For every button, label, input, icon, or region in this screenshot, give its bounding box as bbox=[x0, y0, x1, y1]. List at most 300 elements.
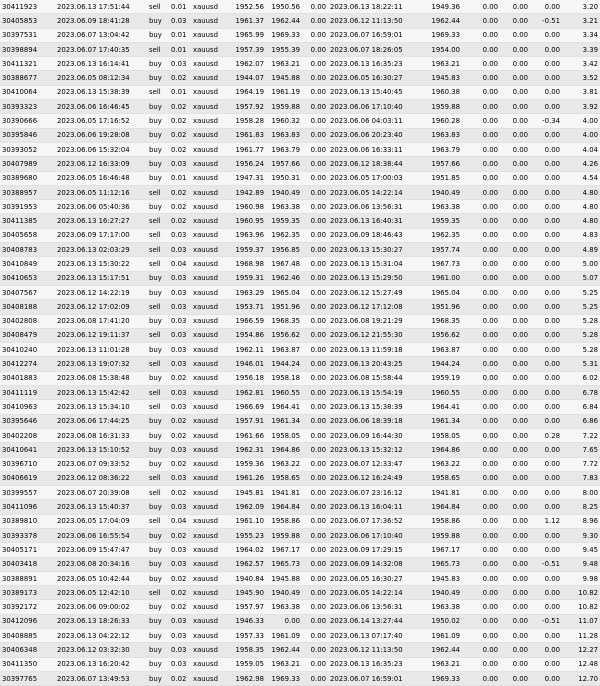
cell-open-price: 1959.05 bbox=[231, 657, 266, 671]
cell-close-time: 2023.06.13 07:17:40 bbox=[328, 629, 420, 643]
table-row bbox=[0, 243, 600, 257]
cell-taxes: 0.00 bbox=[500, 514, 530, 528]
cell-close-time: 2023.06.13 15:38:39 bbox=[328, 400, 420, 414]
cell-swap: 0.00 bbox=[530, 57, 562, 71]
cell-commission: 0.00 bbox=[462, 471, 500, 485]
table-row bbox=[0, 28, 600, 42]
cell-symbol: xauusd bbox=[191, 85, 231, 99]
cell-take-profit: 0.00 bbox=[302, 228, 328, 242]
cell-stop-loss: 1965.73 bbox=[266, 557, 302, 571]
cell-commission: 0.00 bbox=[462, 386, 500, 400]
cell-taxes: 0.00 bbox=[500, 128, 530, 142]
cell-close-time: 2023.06.06 04:03:11 bbox=[328, 114, 420, 128]
cell-ticket: 30412274 bbox=[0, 357, 55, 371]
cell-profit: 6.02 bbox=[562, 371, 600, 385]
table-row bbox=[0, 171, 600, 185]
cell-open-time: 2023.06.13 04:22:12 bbox=[55, 629, 147, 643]
cell-stop-loss: 1964.86 bbox=[266, 443, 302, 457]
cell-symbol: xauusd bbox=[191, 171, 231, 185]
cell-take-profit: 0.00 bbox=[302, 100, 328, 114]
cell-swap: 0.00 bbox=[530, 42, 562, 56]
cell-ticket: 30408479 bbox=[0, 328, 55, 342]
cell-commission: 0.00 bbox=[462, 157, 500, 171]
table-row bbox=[0, 643, 600, 657]
table-row bbox=[0, 586, 600, 600]
cell-stop-loss: 1957.66 bbox=[266, 157, 302, 171]
cell-ticket: 30407989 bbox=[0, 157, 55, 171]
cell-taxes: 0.00 bbox=[500, 0, 530, 14]
cell-close-time: 2023.06.06 17:10:40 bbox=[328, 528, 420, 542]
table-row bbox=[0, 128, 600, 142]
cell-close-time: 2023.06.07 23:16:12 bbox=[328, 486, 420, 500]
cell-volume: 0.03 bbox=[169, 357, 191, 371]
cell-stop-loss: 1963.38 bbox=[266, 200, 302, 214]
cell-commission: 0.00 bbox=[462, 71, 500, 85]
cell-close-time: 2023.06.05 14:22:14 bbox=[328, 185, 420, 199]
cell-open-price: 1961.66 bbox=[231, 428, 266, 442]
cell-open-price: 1952.56 bbox=[231, 0, 266, 14]
cell-taxes: 0.00 bbox=[500, 85, 530, 99]
cell-swap: 0.00 bbox=[530, 243, 562, 257]
cell-profit: 8.25 bbox=[562, 500, 600, 514]
cell-close-time: 2023.06.13 16:35:23 bbox=[328, 657, 420, 671]
cell-close-time: 2023.06.07 18:26:05 bbox=[328, 42, 420, 56]
cell-open-price: 1964.02 bbox=[231, 543, 266, 557]
cell-symbol: xauusd bbox=[191, 571, 231, 585]
table-row bbox=[0, 228, 600, 242]
cell-commission: 0.00 bbox=[462, 285, 500, 299]
cell-ticket: 30397531 bbox=[0, 28, 55, 42]
cell-swap: -0.51 bbox=[530, 14, 562, 28]
cell-close-time: 2023.06.13 11:59:18 bbox=[328, 343, 420, 357]
cell-profit: 12.70 bbox=[562, 671, 600, 685]
cell-type: sell bbox=[147, 243, 169, 257]
cell-commission: 0.00 bbox=[462, 571, 500, 585]
cell-commission: 0.00 bbox=[462, 643, 500, 657]
cell-close-time: 2023.06.09 14:32:08 bbox=[328, 557, 420, 571]
cell-stop-loss: 1958.65 bbox=[266, 471, 302, 485]
cell-stop-loss: 1963.38 bbox=[266, 600, 302, 614]
cell-symbol: xauusd bbox=[191, 285, 231, 299]
table-row bbox=[0, 142, 600, 156]
cell-volume: 0.03 bbox=[169, 386, 191, 400]
cell-taxes: 0.00 bbox=[500, 443, 530, 457]
cell-type: buy bbox=[147, 200, 169, 214]
cell-taxes: 0.00 bbox=[500, 214, 530, 228]
cell-type: sell bbox=[147, 486, 169, 500]
cell-taxes: 0.00 bbox=[500, 285, 530, 299]
cell-symbol: xauusd bbox=[191, 471, 231, 485]
cell-taxes: 0.00 bbox=[500, 114, 530, 128]
cell-open-time: 2023.06.13 15:40:37 bbox=[55, 500, 147, 514]
cell-take-profit: 0.00 bbox=[302, 257, 328, 271]
cell-open-time: 2023.06.08 16:31:33 bbox=[55, 428, 147, 442]
cell-ticket: 30395646 bbox=[0, 414, 55, 428]
cell-type: sell bbox=[147, 300, 169, 314]
cell-open-price: 1962.57 bbox=[231, 557, 266, 571]
cell-ticket: 30411385 bbox=[0, 214, 55, 228]
cell-take-profit: 0.00 bbox=[302, 157, 328, 171]
cell-volume: 0.03 bbox=[169, 614, 191, 628]
cell-take-profit: 0.00 bbox=[302, 314, 328, 328]
cell-open-price: 1961.10 bbox=[231, 514, 266, 528]
cell-profit: 5.07 bbox=[562, 271, 600, 285]
cell-ticket: 30411096 bbox=[0, 500, 55, 514]
cell-close-price: 1965.04 bbox=[420, 285, 462, 299]
cell-close-price: 1969.33 bbox=[420, 671, 462, 685]
cell-profit: 4.89 bbox=[562, 243, 600, 257]
cell-symbol: xauusd bbox=[191, 57, 231, 71]
cell-taxes: 0.00 bbox=[500, 457, 530, 471]
cell-volume: 0.03 bbox=[169, 228, 191, 242]
cell-take-profit: 0.00 bbox=[302, 214, 328, 228]
cell-symbol: xauusd bbox=[191, 314, 231, 328]
cell-profit: 3.81 bbox=[562, 85, 600, 99]
cell-close-price: 1960.38 bbox=[420, 85, 462, 99]
cell-commission: 0.00 bbox=[462, 514, 500, 528]
cell-commission: 0.00 bbox=[462, 614, 500, 628]
cell-take-profit: 0.00 bbox=[302, 142, 328, 156]
cell-symbol: xauusd bbox=[191, 328, 231, 342]
cell-close-time: 2023.06.09 17:29:15 bbox=[328, 543, 420, 557]
cell-stop-loss: 1958.86 bbox=[266, 514, 302, 528]
cell-type: buy bbox=[147, 600, 169, 614]
table-row bbox=[0, 14, 600, 28]
cell-profit: 12.48 bbox=[562, 657, 600, 671]
table-row bbox=[0, 200, 600, 214]
cell-open-price: 1961.26 bbox=[231, 471, 266, 485]
cell-open-time: 2023.06.08 20:34:16 bbox=[55, 557, 147, 571]
cell-commission: 0.00 bbox=[462, 185, 500, 199]
cell-taxes: 0.00 bbox=[500, 543, 530, 557]
cell-symbol: xauusd bbox=[191, 629, 231, 643]
cell-taxes: 0.00 bbox=[500, 271, 530, 285]
cell-type: sell bbox=[147, 357, 169, 371]
cell-profit: 4.80 bbox=[562, 185, 600, 199]
cell-open-time: 2023.06.13 16:14:41 bbox=[55, 57, 147, 71]
cell-open-time: 2023.06.13 19:07:32 bbox=[55, 357, 147, 371]
cell-close-price: 1963.87 bbox=[420, 343, 462, 357]
cell-open-price: 1962.07 bbox=[231, 57, 266, 71]
cell-ticket: 30410240 bbox=[0, 343, 55, 357]
cell-open-price: 1961.83 bbox=[231, 128, 266, 142]
cell-close-price: 1957.74 bbox=[420, 243, 462, 257]
cell-stop-loss: 1960.32 bbox=[266, 114, 302, 128]
cell-taxes: 0.00 bbox=[500, 571, 530, 585]
cell-stop-loss: 1941.81 bbox=[266, 486, 302, 500]
cell-stop-loss: 1944.24 bbox=[266, 357, 302, 371]
cell-profit: 3.20 bbox=[562, 0, 600, 14]
cell-close-price: 1961.34 bbox=[420, 414, 462, 428]
cell-type: buy bbox=[147, 643, 169, 657]
cell-close-price: 1958.65 bbox=[420, 471, 462, 485]
cell-stop-loss: 1964.84 bbox=[266, 500, 302, 514]
cell-open-time: 2023.06.06 16:46:45 bbox=[55, 100, 147, 114]
cell-take-profit: 0.00 bbox=[302, 671, 328, 685]
cell-commission: 0.00 bbox=[462, 85, 500, 99]
cell-ticket: 30407567 bbox=[0, 285, 55, 299]
cell-open-time: 2023.06.06 16:55:54 bbox=[55, 528, 147, 542]
cell-take-profit: 0.00 bbox=[302, 200, 328, 214]
cell-take-profit: 0.00 bbox=[302, 128, 328, 142]
cell-taxes: 0.00 bbox=[500, 400, 530, 414]
cell-commission: 0.00 bbox=[462, 343, 500, 357]
cell-taxes: 0.00 bbox=[500, 228, 530, 242]
cell-commission: 0.00 bbox=[462, 28, 500, 42]
cell-commission: 0.00 bbox=[462, 414, 500, 428]
cell-symbol: xauusd bbox=[191, 500, 231, 514]
cell-taxes: 0.00 bbox=[500, 629, 530, 643]
cell-take-profit: 0.00 bbox=[302, 514, 328, 528]
cell-swap: 0.00 bbox=[530, 328, 562, 342]
cell-stop-loss: 1958.18 bbox=[266, 371, 302, 385]
cell-volume: 0.02 bbox=[169, 71, 191, 85]
cell-open-time: 2023.06.13 15:10:52 bbox=[55, 443, 147, 457]
cell-close-price: 1941.81 bbox=[420, 486, 462, 500]
cell-open-price: 1958.35 bbox=[231, 643, 266, 657]
cell-take-profit: 0.00 bbox=[302, 328, 328, 342]
cell-ticket: 30388891 bbox=[0, 571, 55, 585]
cell-stop-loss: 0.00 bbox=[266, 614, 302, 628]
table-row bbox=[0, 300, 600, 314]
cell-swap: 0.00 bbox=[530, 100, 562, 114]
cell-take-profit: 0.00 bbox=[302, 28, 328, 42]
cell-open-price: 1959.37 bbox=[231, 243, 266, 257]
cell-commission: 0.00 bbox=[462, 314, 500, 328]
cell-symbol: xauusd bbox=[191, 614, 231, 628]
cell-open-price: 1959.31 bbox=[231, 271, 266, 285]
cell-profit: 8.00 bbox=[562, 486, 600, 500]
cell-open-time: 2023.06.13 15:42:42 bbox=[55, 386, 147, 400]
cell-profit: 3.92 bbox=[562, 100, 600, 114]
cell-swap: 0.28 bbox=[530, 428, 562, 442]
cell-ticket: 30408783 bbox=[0, 243, 55, 257]
cell-commission: 0.00 bbox=[462, 100, 500, 114]
cell-type: buy bbox=[147, 314, 169, 328]
cell-close-time: 2023.06.12 11:13:50 bbox=[328, 14, 420, 28]
cell-ticket: 30397765 bbox=[0, 671, 55, 685]
cell-close-time: 2023.06.07 12:33:47 bbox=[328, 457, 420, 471]
cell-ticket: 30402808 bbox=[0, 314, 55, 328]
cell-stop-loss: 1962.44 bbox=[266, 643, 302, 657]
cell-profit: 8.96 bbox=[562, 514, 600, 528]
cell-symbol: xauusd bbox=[191, 586, 231, 600]
cell-ticket: 30388957 bbox=[0, 185, 55, 199]
cell-symbol: xauusd bbox=[191, 657, 231, 671]
cell-close-time: 2023.06.13 15:54:19 bbox=[328, 386, 420, 400]
cell-type: buy bbox=[147, 428, 169, 442]
cell-profit: 7.83 bbox=[562, 471, 600, 485]
cell-swap: 1.12 bbox=[530, 514, 562, 528]
cell-close-price: 1961.09 bbox=[420, 629, 462, 643]
cell-swap: 0.00 bbox=[530, 386, 562, 400]
cell-swap: -0.51 bbox=[530, 557, 562, 571]
cell-open-price: 1945.90 bbox=[231, 586, 266, 600]
cell-profit: 5.28 bbox=[562, 314, 600, 328]
cell-swap: 0.00 bbox=[530, 500, 562, 514]
table-row bbox=[0, 457, 600, 471]
cell-ticket: 30393378 bbox=[0, 528, 55, 542]
cell-take-profit: 0.00 bbox=[302, 600, 328, 614]
cell-type: buy bbox=[147, 171, 169, 185]
cell-type: sell bbox=[147, 214, 169, 228]
cell-taxes: 0.00 bbox=[500, 614, 530, 628]
cell-volume: 0.03 bbox=[169, 400, 191, 414]
cell-commission: 0.00 bbox=[462, 243, 500, 257]
cell-open-price: 1954.86 bbox=[231, 328, 266, 342]
cell-profit: 9.45 bbox=[562, 543, 600, 557]
table-row bbox=[0, 343, 600, 357]
cell-take-profit: 0.00 bbox=[302, 243, 328, 257]
cell-open-time: 2023.06.06 09:00:02 bbox=[55, 600, 147, 614]
cell-swap: 0.00 bbox=[530, 371, 562, 385]
cell-type: buy bbox=[147, 343, 169, 357]
cell-volume: 0.02 bbox=[169, 414, 191, 428]
cell-taxes: 0.00 bbox=[500, 314, 530, 328]
cell-symbol: xauusd bbox=[191, 386, 231, 400]
cell-profit: 7.65 bbox=[562, 443, 600, 457]
cell-type: sell bbox=[147, 328, 169, 342]
cell-stop-loss: 1940.49 bbox=[266, 185, 302, 199]
cell-taxes: 0.00 bbox=[500, 328, 530, 342]
table-row bbox=[0, 157, 600, 171]
cell-taxes: 0.00 bbox=[500, 14, 530, 28]
cell-profit: 3.39 bbox=[562, 42, 600, 56]
cell-close-price: 1964.86 bbox=[420, 443, 462, 457]
cell-volume: 0.03 bbox=[169, 243, 191, 257]
cell-swap: 0.00 bbox=[530, 343, 562, 357]
cell-open-time: 2023.06.09 15:47:47 bbox=[55, 543, 147, 557]
cell-commission: 0.00 bbox=[462, 586, 500, 600]
cell-ticket: 30408188 bbox=[0, 300, 55, 314]
table-row bbox=[0, 629, 600, 643]
cell-symbol: xauusd bbox=[191, 428, 231, 442]
cell-stop-loss: 1964.41 bbox=[266, 400, 302, 414]
cell-taxes: 0.00 bbox=[500, 343, 530, 357]
cell-type: buy bbox=[147, 157, 169, 171]
cell-volume: 0.03 bbox=[169, 314, 191, 328]
table-row bbox=[0, 71, 600, 85]
cell-symbol: xauusd bbox=[191, 514, 231, 528]
cell-open-price: 1963.29 bbox=[231, 285, 266, 299]
cell-symbol: xauusd bbox=[191, 671, 231, 685]
cell-close-price: 1950.02 bbox=[420, 614, 462, 628]
cell-taxes: 0.00 bbox=[500, 142, 530, 156]
cell-close-time: 2023.06.09 18:46:43 bbox=[328, 228, 420, 242]
cell-close-price: 1940.49 bbox=[420, 586, 462, 600]
cell-symbol: xauusd bbox=[191, 257, 231, 271]
cell-close-price: 1967.17 bbox=[420, 543, 462, 557]
cell-close-price: 1963.21 bbox=[420, 657, 462, 671]
cell-taxes: 0.00 bbox=[500, 300, 530, 314]
cell-profit: 6.78 bbox=[562, 386, 600, 400]
cell-type: sell bbox=[147, 514, 169, 528]
cell-taxes: 0.00 bbox=[500, 643, 530, 657]
cell-close-time: 2023.06.13 18:22:11 bbox=[328, 0, 420, 14]
cell-volume: 0.02 bbox=[169, 428, 191, 442]
cell-open-time: 2023.06.05 10:42:44 bbox=[55, 571, 147, 585]
cell-take-profit: 0.00 bbox=[302, 71, 328, 85]
cell-open-time: 2023.06.07 13:04:42 bbox=[55, 28, 147, 42]
table-row bbox=[0, 328, 600, 342]
cell-ticket: 30393323 bbox=[0, 100, 55, 114]
cell-ticket: 30410653 bbox=[0, 271, 55, 285]
cell-close-price: 1958.05 bbox=[420, 428, 462, 442]
cell-commission: 0.00 bbox=[462, 14, 500, 28]
table-row bbox=[0, 314, 600, 328]
cell-swap: 0.00 bbox=[530, 228, 562, 242]
cell-type: buy bbox=[147, 629, 169, 643]
cell-stop-loss: 1962.35 bbox=[266, 228, 302, 242]
cell-open-price: 1962.09 bbox=[231, 500, 266, 514]
cell-type: sell bbox=[147, 185, 169, 199]
cell-commission: 0.00 bbox=[462, 0, 500, 14]
cell-profit: 5.25 bbox=[562, 300, 600, 314]
cell-take-profit: 0.00 bbox=[302, 386, 328, 400]
cell-symbol: xauusd bbox=[191, 243, 231, 257]
cell-close-price: 1940.49 bbox=[420, 185, 462, 199]
cell-type: buy bbox=[147, 57, 169, 71]
table-row bbox=[0, 514, 600, 528]
cell-open-time: 2023.06.13 16:20:42 bbox=[55, 657, 147, 671]
cell-profit: 4.00 bbox=[562, 114, 600, 128]
cell-type: buy bbox=[147, 443, 169, 457]
cell-symbol: xauusd bbox=[191, 114, 231, 128]
cell-taxes: 0.00 bbox=[500, 557, 530, 571]
cell-commission: 0.00 bbox=[462, 42, 500, 56]
cell-close-time: 2023.06.13 16:04:11 bbox=[328, 500, 420, 514]
cell-open-price: 1955.23 bbox=[231, 528, 266, 542]
cell-close-price: 1962.44 bbox=[420, 643, 462, 657]
cell-stop-loss: 1959.35 bbox=[266, 214, 302, 228]
cell-close-price: 1959.35 bbox=[420, 214, 462, 228]
cell-take-profit: 0.00 bbox=[302, 428, 328, 442]
cell-open-time: 2023.06.08 15:38:48 bbox=[55, 371, 147, 385]
table-row bbox=[0, 214, 600, 228]
cell-swap: 0.00 bbox=[530, 128, 562, 142]
cell-type: buy bbox=[147, 543, 169, 557]
cell-close-time: 2023.06.13 15:40:45 bbox=[328, 85, 420, 99]
cell-take-profit: 0.00 bbox=[302, 443, 328, 457]
cell-open-time: 2023.06.13 15:34:10 bbox=[55, 400, 147, 414]
table-row bbox=[0, 657, 600, 671]
table-row bbox=[0, 571, 600, 585]
cell-profit: 11.28 bbox=[562, 629, 600, 643]
cell-type: buy bbox=[147, 500, 169, 514]
table-row bbox=[0, 486, 600, 500]
cell-ticket: 30405658 bbox=[0, 228, 55, 242]
cell-profit: 3.21 bbox=[562, 14, 600, 28]
cell-taxes: 0.00 bbox=[500, 157, 530, 171]
cell-commission: 0.00 bbox=[462, 328, 500, 342]
cell-stop-loss: 1967.17 bbox=[266, 543, 302, 557]
cell-open-price: 1957.39 bbox=[231, 42, 266, 56]
cell-close-time: 2023.06.05 14:22:14 bbox=[328, 586, 420, 600]
cell-close-price: 1951.85 bbox=[420, 171, 462, 185]
table-row bbox=[0, 85, 600, 99]
cell-take-profit: 0.00 bbox=[302, 629, 328, 643]
cell-symbol: xauusd bbox=[191, 300, 231, 314]
cell-swap: 0.00 bbox=[530, 457, 562, 471]
cell-close-price: 1961.00 bbox=[420, 271, 462, 285]
cell-type: sell bbox=[147, 400, 169, 414]
cell-close-price: 1962.35 bbox=[420, 228, 462, 242]
table-row bbox=[0, 414, 600, 428]
cell-open-price: 1944.07 bbox=[231, 71, 266, 85]
table-row bbox=[0, 500, 600, 514]
cell-open-price: 1960.98 bbox=[231, 200, 266, 214]
cell-taxes: 0.00 bbox=[500, 42, 530, 56]
